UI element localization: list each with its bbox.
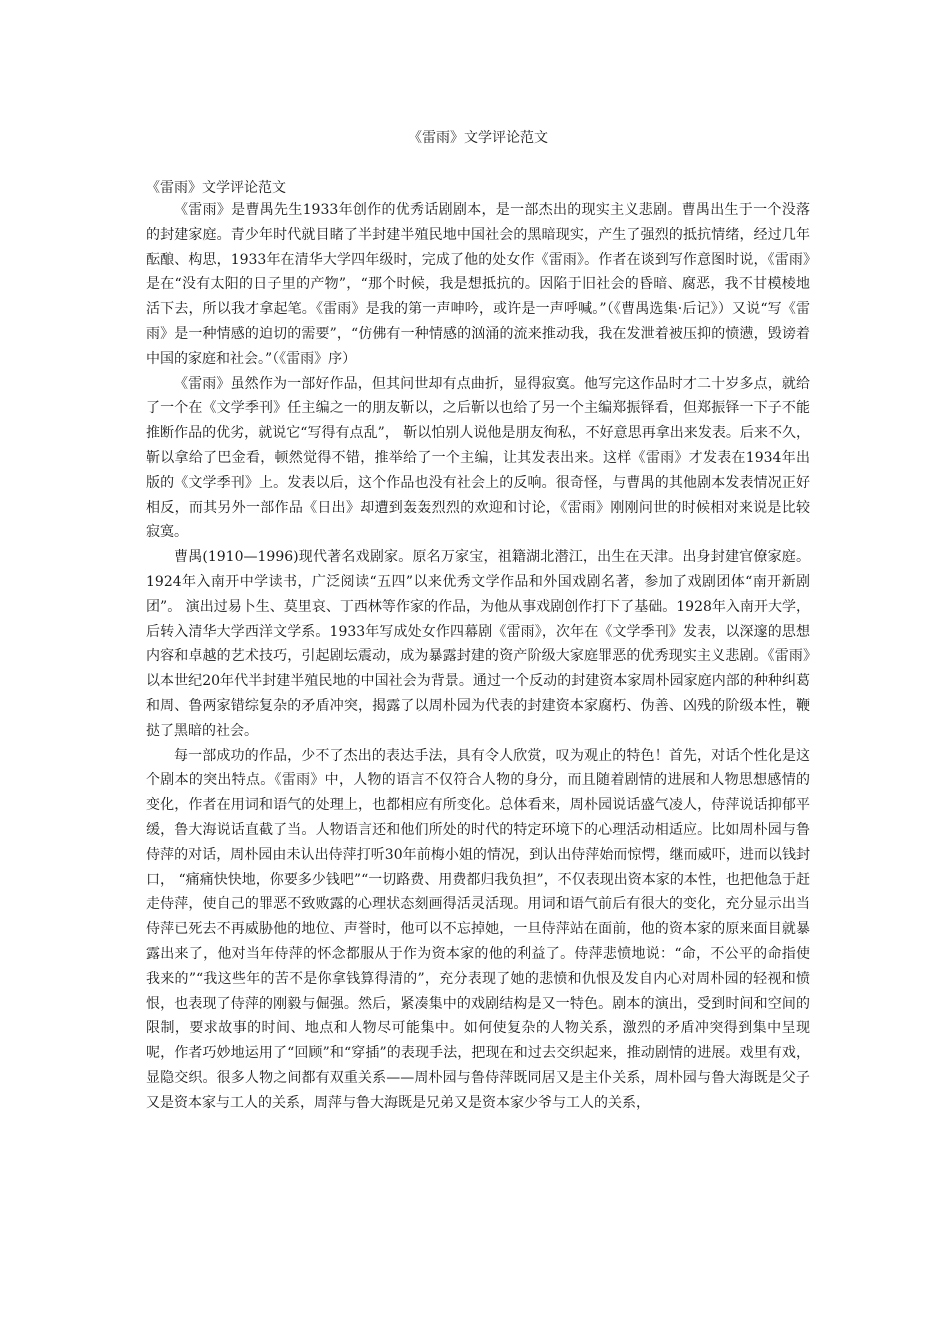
paragraph-4: 每一部成功的作品，少不了杰出的表达手法，具有令人欣赏，叹为观止的特色！首先，对话个性化是这个剧本的突出特点。《雷雨》中，人物的语言不仅符合人物的身分，而且随着剧情的进展和人物思想感情的变化，作者在用词和语气的处理上，也都相应有所变化。总体看来，周朴园说话盛气凌人，侍萍说话抑郁平缓，鲁大海说话直截了当。人物语言还和他们所处的时代的特定环境下的心理活动相适应。比如周朴园与鲁侍萍的对话，周朴园由未认出侍萍打听30年前梅小姐的情况，到认出侍萍始而惊愕，继而威吓，进而以钱封口， “痛痛快快地，你要多少钱吧”“一切路费、用费都归我负担”，不仅表现出资本家的本性，也把他急于赶走侍萍，使自己的罪恶不致败露的心理状态刻画得活灵活现。用词和语气前后有很大的变化，充分显示出当侍萍已死去不再威胁他的地位、声誉时，他可以不忘掉她，一旦侍萍站在面前，他的资本家的原来面目就暴露出来了，他对当年侍萍的怀念都服从于作为资本家的他的利益了。侍萍悲愤地说：“命，不公平的命指使我来的”“我这些年的苦不是你拿钱算得清的”，充分表现了她的悲愤和仇恨及发自内心对周朴园的轻视和愤恨，也表现了侍萍的刚毅与倔强。然后，紧凑集中的戏剧结构是又一特色。剧本的演出，受到时间和空间的限制，要求故事的时间、地点和人物尽可能集中。如何使复杂的人物关系，激烈的矛盾冲突得到集中呈现呢，作者巧妙地运用了“回顾”和“穿插”的表现手法，把现在和过去交织起来，推动剧情的进展。戏里有戏，显隐交织。很多人物之间都有双重关系——周朴园与鲁侍萍既同居又是主仆关系，周朴园与鲁大海既是父子又是资本家与工人的关系，周萍与鲁大海既是兄弟又是资本家少爷与工人的关系， — [146, 747, 810, 1111]
document-page — [146, 128, 810, 1115]
paragraph-2: 《雷雨》虽然作为一部好作品，但其问世却有点曲折，显得寂寞。他写完这作品时才二十岁多点，就给了一个在《文学季刊》任主编之一的朋友靳以，之后靳以也给了另一个主编郑振铎看，但郑振铎一下子不能推断作品的优劣，就说它“写得有点乱”， 靳以怕别人说他是朋友徇私，不好意思再拿出来发表。后来不久，靳以拿给了巴金看，顿然觉得不错，推举给了一个主编，让其发表出来。这样《雷雨》才发表在1934年出版的《文学季刊》上。发表以后，这个作品也没有社会上的反响。很奇怪，与曹禺的其他剧本发表情况正好相反，而其另外一部作品《日出》却遭到轰轰烈烈的欢迎和讨论，《雷雨》刚刚问世的时候相对来说是比较寂寞。 — [146, 375, 810, 541]
paragraph-3: 曹禺(1910—1996)现代著名戏剧家。原名万家宝，祖籍湖北潜江，出生在天津。出身封建官僚家庭。1924年入南开中学读书，广泛阅读“五四”以来优秀文学作品和外国戏剧名著，参加了戏剧团体“南开新剧团”。 演出过易卜生、莫里哀、丁西林等作家的作品，为他从事戏剧创作打下了基础。1928年入南开大学，后转入清华大学西洋文学系。1933年写成处女作四幕剧《雷雨》，次年在《文学季刊》发表，以深邃的思想内容和卓越的艺术技巧，引起剧坛震动，成为暴露封建的资产阶级大家庭罪恶的优秀现实主义悲剧。《雷雨》以本世纪20年代半封建半殖民地的中国社会为背景。通过一个反动的封建资本家周朴园家庭内部的种种纠葛和周、鲁两家错综复杂的矛盾冲突，揭露了以周朴园为代表的封建资本家腐朽、伪善、凶残的阶级本性，鞭挞了黑暗的社会。 — [146, 549, 810, 739]
document-title: 《雷雨》文学评论范文 — [408, 130, 548, 146]
paragraph-1: 《雷雨》是曹禺先生1933年创作的优秀话剧剧本，是一部杰出的现实主义悲剧。曹禺出生于一个没落的封建家庭。青少年时代就目睹了半封建半殖民地中国社会的黑暗现实，产生了强烈的抵抗情绪，经过几年酝酿、构思，1933年在清华大学四年级时，完成了他的处女作《雷雨》。作者在谈到写作意图时说，《雷雨》是在“没有太阳的日子里的产物”，“那个时候，我是想抵抗的。因陷于旧社会的昏暗、腐恶，我不甘模棱地活下去，所以我才拿起笔。《雷雨》是我的第一声呻吟，或许是一声呼喊。”（《曹禺选集·后记》）又说“写《雷雨》是一种情感的迫切的需要”，“仿佛有一种情感的汹涌的流来推动我，我在发泄着被压抑的愤懑，毁谤着中国的家庭和社会。”（《雷雨》序） — [146, 202, 810, 367]
document-subtitle: 《雷雨》文学评论范文 — [146, 180, 286, 196]
